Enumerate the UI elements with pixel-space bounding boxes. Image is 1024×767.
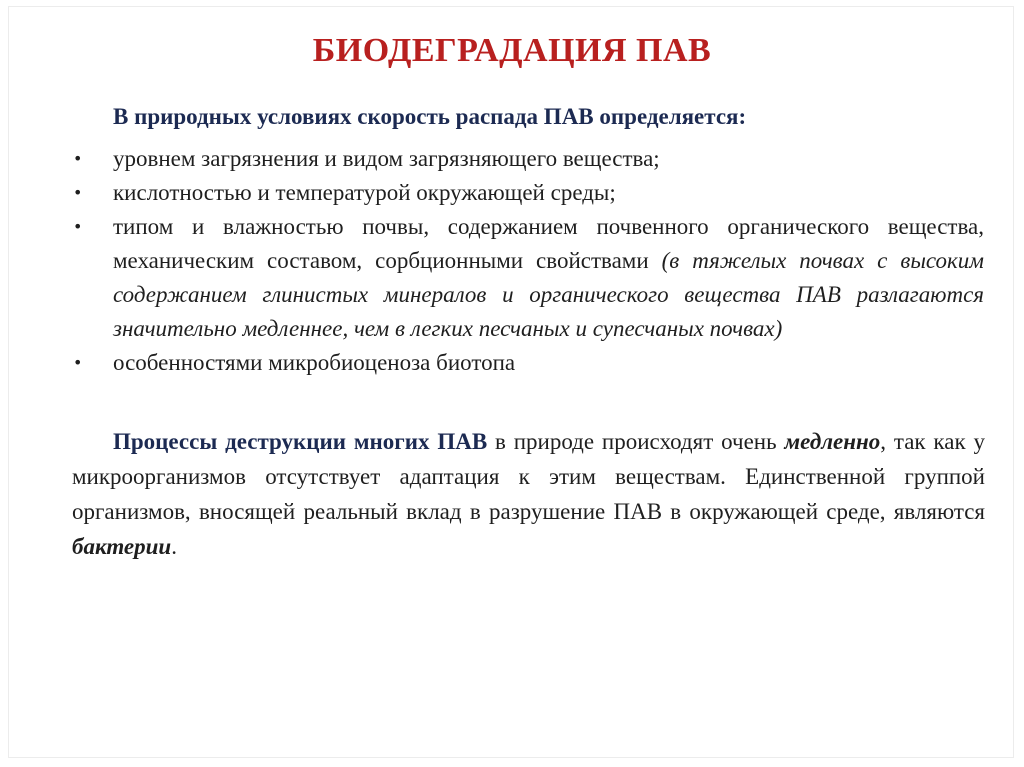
bullet-icon: •	[73, 183, 83, 202]
list-item	[68, 346, 984, 380]
conclusion-paragraph	[72, 424, 985, 564]
intro-heading: В природных условиях скорость распада ПАВ определяется:	[113, 104, 747, 129]
list-item	[68, 210, 984, 346]
paragraph-emphasis-bacteria: бактерии	[72, 534, 172, 559]
list-item-text: особенностями микробиоценоза биотопа	[113, 350, 516, 375]
bullet-icon: •	[73, 149, 83, 168]
bullet-icon: •	[73, 353, 83, 372]
paragraph-emphasis-slow: медленно	[784, 429, 881, 454]
list-item-text: уровнем загрязнения и видом загрязняющего вещества;	[113, 146, 660, 171]
slide-title: БИОДЕГРАДАЦИЯ ПАВ	[312, 32, 712, 69]
list-item	[68, 142, 984, 176]
list-item-text: типом и влажностью почвы, содержанием почвенного органического вещества, механическим составом, сорбционными свойствами	[113, 214, 984, 273]
paragraph-lead: Процессы деструкции многих ПАВ	[113, 429, 488, 454]
factor-list	[68, 142, 984, 380]
list-item-text: кислотностью и температурой окружающей среды;	[113, 180, 616, 205]
paragraph-text-1: в природе происходят очень	[487, 429, 785, 454]
paragraph-text-2: , так как у микроорганизмов отсутствует адаптация к этим веществам. Единственной группой организмов, вносящей реальный вклад в разрушение ПАВ в окружающей среде, являются	[72, 429, 985, 524]
list-item	[68, 176, 984, 210]
paragraph-end: .	[171, 534, 177, 559]
bullet-icon: •	[73, 217, 83, 236]
list-item-note: (в тяжелых почвах с высоким содержанием глинистых минералов и органического вещества ПАВ разлагаются значительно медленнее, чем в легких песчаных и супесчаных почвах)	[113, 248, 984, 341]
